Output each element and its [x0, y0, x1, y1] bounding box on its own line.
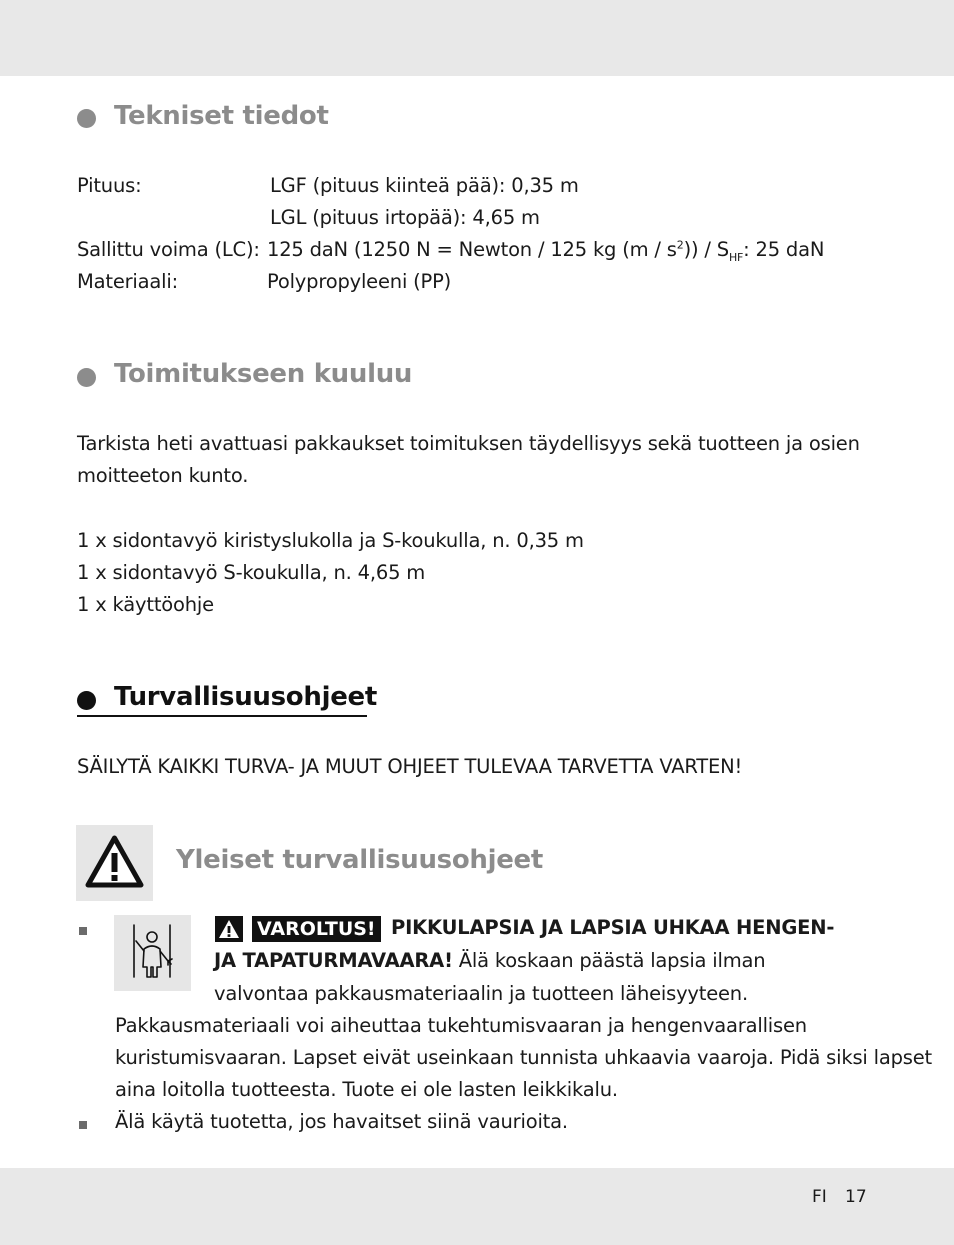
spec-value-force: 125 daN (1250 N = Newton / 125 kg $(m / s^2)) / S_{HF}$: 25 daN	[267, 238, 825, 264]
spec-label-length: Pituus:	[77, 174, 142, 197]
keep-instructions-notice: SÄILYTÄ KAIKKI TURVA- JA MUUT OHJEET TULEVAA TARVETTA VARTEN!	[77, 755, 743, 778]
safety-title-underline	[77, 715, 367, 717]
header-band	[0, 0, 954, 76]
warning-line3: valvontaa pakkausmateriaalin ja tuotteen läheisyyteen.	[214, 982, 748, 1005]
warning-triangle-icon	[76, 825, 153, 901]
delivery-title: Toimitukseen kuuluu	[114, 359, 413, 389]
delivery-intro-line1: Tarkista heti avattuasi pakkaukset toimituksen täydellisyys sekä tuotteen ja osien	[77, 432, 860, 455]
delivery-intro-line2: moitteeton kunto.	[77, 464, 249, 487]
delivery-item: 1 x käyttöohje	[77, 593, 214, 616]
section-bullet	[77, 691, 96, 710]
child-warning-icon	[114, 915, 191, 991]
spec-value-lgl: LGL (pituus irtopää): 4,65 m	[270, 206, 540, 229]
warning-label: VAROLTUS!	[252, 916, 381, 942]
warning-line6: aina loitolla tuotteesta. Tuote ei ole lasten leikkikalu.	[115, 1078, 618, 1101]
warning-line5: kuristumisvaaran. Lapset eivät useinkaan tunnista uhkaavia vaaroja. Pidä siksi lapset	[115, 1046, 932, 1069]
page-number: 17	[845, 1187, 867, 1207]
general-safety-title: Yleiset turvallisuusohjeet	[176, 845, 544, 875]
spec-value-material: Polypropyleeni (PP)	[267, 270, 452, 293]
small-warning-icon	[215, 916, 243, 942]
warning-line4: Pakkausmateriaali voi aiheuttaa tukehtumisvaaran ja hengenvaarallisen	[115, 1014, 807, 1037]
list-bullet	[79, 927, 87, 935]
delivery-item: 1 x sidontavyö kiristyslukolla ja S-koukulla, n. 0,35 m	[77, 529, 584, 552]
list-bullet	[79, 1121, 87, 1129]
spec-label-material: Materiaali:	[77, 270, 178, 293]
warning-bold-line1: PIKKULAPSIA JA LAPSIA UHKAA HENGEN-	[391, 916, 835, 939]
delivery-item: 1 x sidontavyö S-koukulla, n. 4,65 m	[77, 561, 426, 584]
section-bullet	[77, 109, 96, 128]
damage-notice: Älä käytä tuotetta, jos havaitset siinä vaurioita.	[115, 1110, 568, 1133]
footer-language: FI	[812, 1187, 827, 1207]
safety-title: Turvallisuusohjeet	[114, 682, 377, 712]
spec-label-force: Sallittu voima (LC):	[77, 238, 260, 261]
warning-line2: JA TAPATURMAVAARA! Älä koskaan päästä lapsia ilman	[214, 949, 766, 972]
section-bullet	[77, 368, 96, 387]
footer-band	[0, 1168, 954, 1245]
spec-value-lgf: LGF (pituus kiinteä pää): 0,35 m	[270, 174, 579, 197]
technical-title: Tekniset tiedot	[114, 101, 329, 131]
